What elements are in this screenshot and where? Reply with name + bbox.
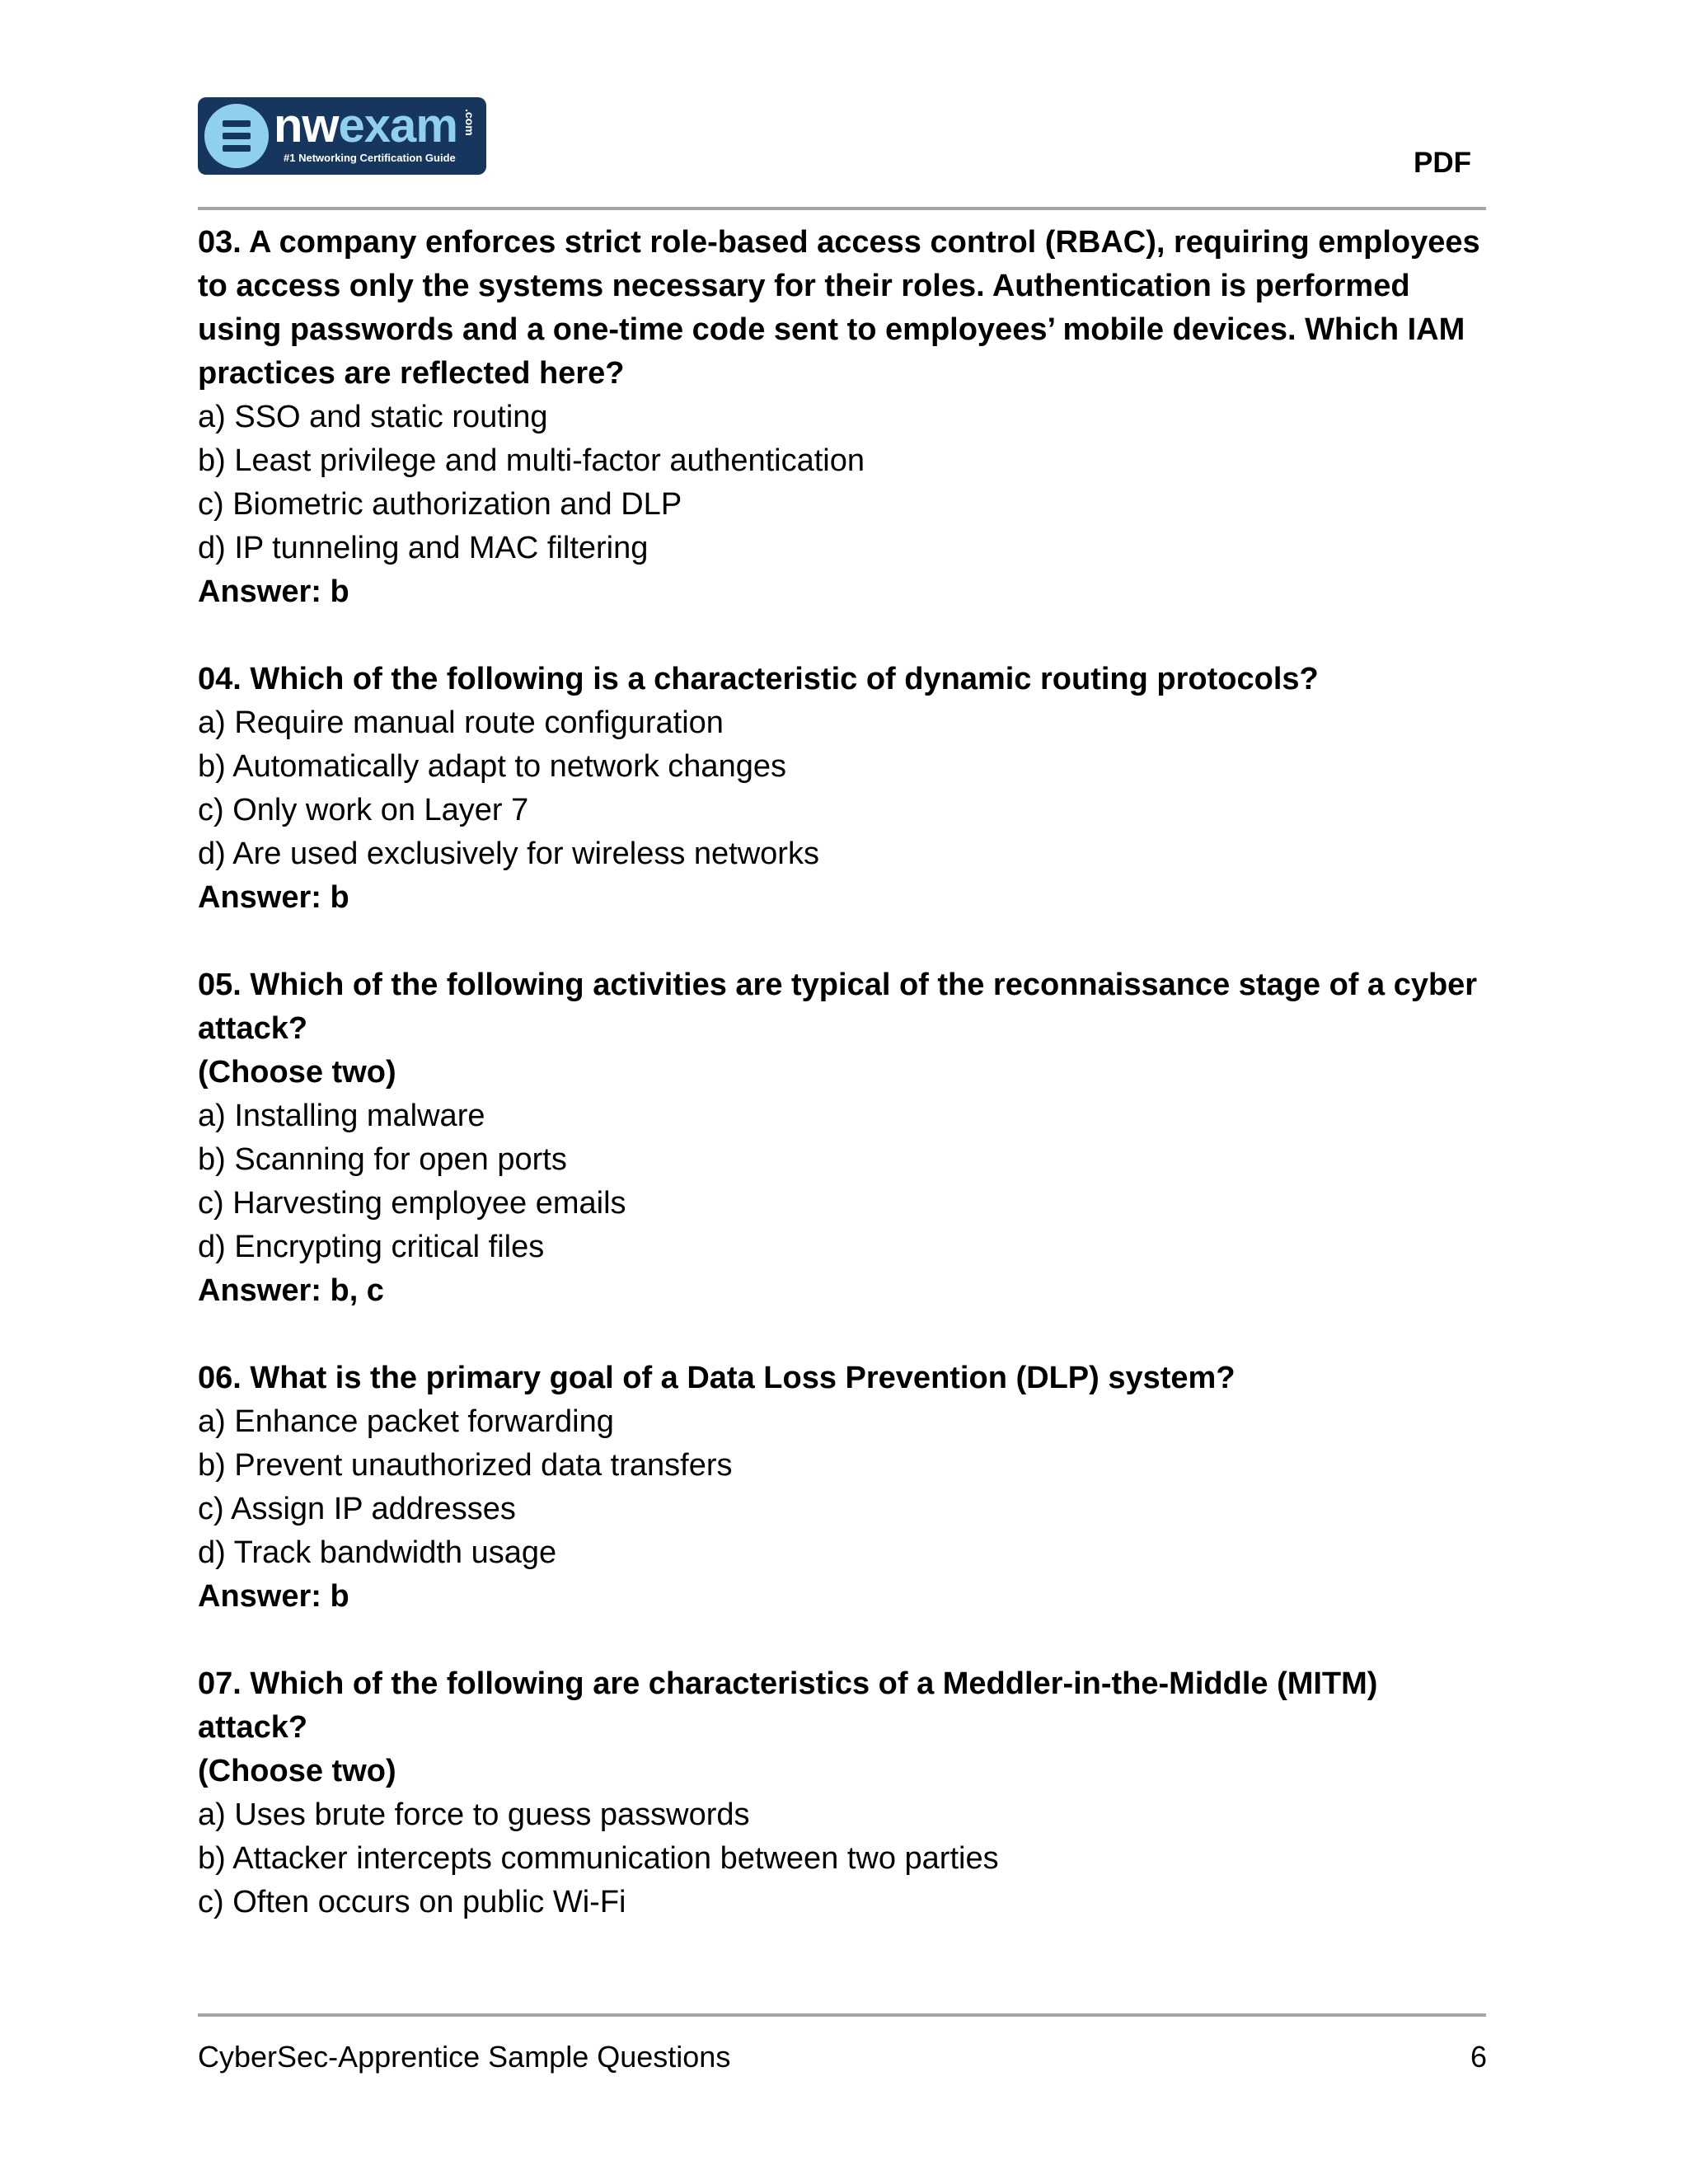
page-number: 6 [1470,2040,1487,2074]
question-text: 05. Which of the following activities are typical of the reconnaissance stage of a cyber attack? [198,968,1478,1046]
answer-option: a) Uses brute force to guess passwords [198,1797,750,1832]
logo-domain: .com [463,109,476,136]
question-text: 06. What is the primary goal of a Data Loss Prevention (DLP) system? [198,1361,1236,1395]
footer-title: CyberSec-Apprentice Sample Questions [198,2040,731,2074]
footer-divider [198,2013,1486,2017]
answer-option: b) Prevent unauthorized data transfers [198,1448,733,1483]
answer-option: b) Automatically adapt to network changes [198,749,786,784]
question-block [198,221,1496,614]
answer-option: c) Biometric authorization and DLP [198,487,682,522]
question-text: 03. A company enforces strict role-based access control (RBAC), requiring employees to access only the systems necessary for their roles. Authentication is performed using passwords and a one-time code sent to employees’ mobile devices. Which IAM practices are reflected here? [198,225,1480,391]
answer-option: a) SSO and static routing [198,400,548,434]
answer-option: d) Track bandwidth usage [198,1535,557,1570]
question-block [198,1357,1496,1619]
question-block [198,963,1496,1313]
choose-instruction: (Choose two) [198,1055,396,1090]
answer-option: b) Least privilege and multi-factor authentication [198,443,865,478]
header-divider [198,207,1486,210]
choose-instruction: (Choose two) [198,1754,396,1788]
question-block [198,1662,1496,1924]
answer-option: c) Often occurs on public Wi-Fi [198,1885,626,1919]
answer-option: a) Enhance packet forwarding [198,1404,614,1439]
answer-option: d) Encrypting critical files [198,1230,545,1264]
answer-option: b) Scanning for open ports [198,1142,567,1177]
answer-option: a) Require manual route configuration [198,705,724,740]
question-block [198,658,1496,920]
answer-key: Answer: b [198,880,349,915]
answer-key: Answer: b [198,574,349,609]
logo-tagline: #1 Networking Certification Guide [284,152,456,164]
logo-wordmark: nwexam [274,99,457,152]
answer-option: d) IP tunneling and MAC filtering [198,531,649,565]
answer-option: c) Only work on Layer 7 [198,793,529,827]
server-rack-icon [204,104,269,168]
nwexam-logo [198,97,486,175]
answer-option: c) Assign IP addresses [198,1492,516,1526]
question-text: 07. Which of the following are characteristics of a Meddler-in-the-Middle (MITM) attack? [198,1666,1378,1745]
answer-key: Answer: b, c [198,1273,384,1308]
answer-key: Answer: b [198,1579,349,1614]
answer-option: d) Are used exclusively for wireless networks [198,837,819,871]
pdf-label: PDF [1414,147,1471,179]
questions-list [198,221,1496,1968]
answer-option: a) Installing malware [198,1099,485,1133]
answer-option: b) Attacker intercepts communication between two parties [198,1841,999,1876]
question-text: 04. Which of the following is a characteristic of dynamic routing protocols? [198,662,1319,696]
answer-option: c) Harvesting employee emails [198,1186,626,1221]
